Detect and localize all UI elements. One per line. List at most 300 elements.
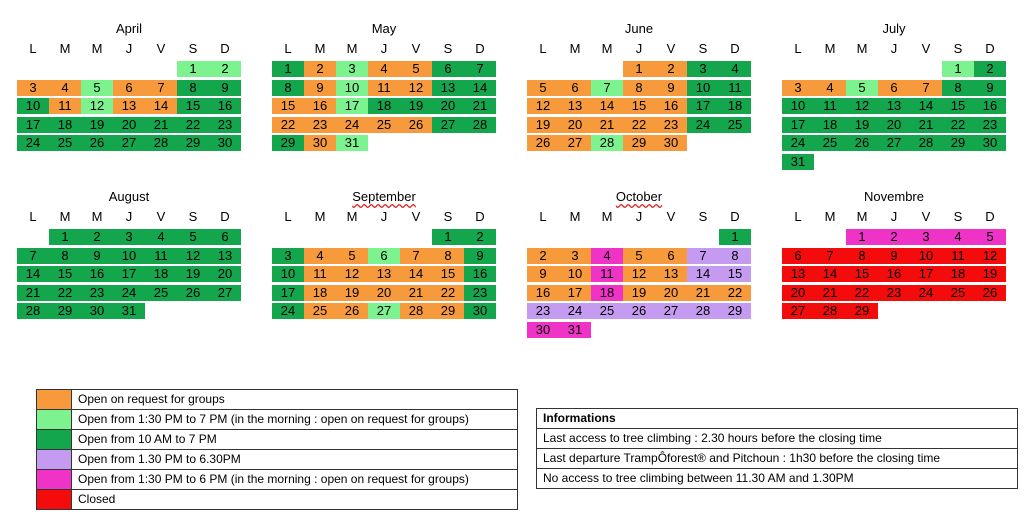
day-cell: 26: [623, 303, 655, 319]
day-cell: 2: [209, 61, 241, 77]
weekday-header: L: [29, 209, 37, 224]
day-cell: 20: [655, 285, 687, 301]
day-cell: 14: [400, 266, 432, 282]
weekday-header: S: [698, 41, 708, 56]
day-cell: 21: [464, 98, 496, 114]
weekday-header: L: [284, 209, 292, 224]
weekday-header: M: [824, 41, 836, 56]
day-cell: 6: [878, 80, 910, 96]
day-cell: 3: [559, 248, 591, 264]
day-cell: 8: [432, 248, 464, 264]
day-cell: 13: [113, 98, 145, 114]
day-cell: 17: [336, 98, 368, 114]
day-cell: 18: [368, 98, 400, 114]
day-cell: 27: [432, 117, 464, 133]
day-cell: 14: [17, 266, 49, 282]
weekday-header: J: [890, 209, 898, 224]
day-cell: 20: [209, 266, 241, 282]
weekday-header: S: [953, 209, 963, 224]
day-cell: 27: [878, 135, 910, 151]
weekday-header: V: [666, 41, 676, 56]
weekday-header: L: [539, 41, 547, 56]
day-cell: 28: [145, 135, 177, 151]
day-cell: 12: [81, 98, 113, 114]
legend-row: [37, 450, 517, 470]
day-cell: 27: [113, 135, 145, 151]
weekday-header: M: [314, 41, 326, 56]
day-cell: 15: [623, 98, 655, 114]
day-cell: 16: [209, 98, 241, 114]
day-cell: 17: [910, 266, 942, 282]
legend-row: [37, 470, 517, 490]
day-cell: 8: [177, 80, 209, 96]
day-cell: 12: [400, 80, 432, 96]
day-cell: 20: [878, 117, 910, 133]
day-cell: 11: [942, 248, 974, 264]
weekday-header: L: [284, 41, 292, 56]
day-cell: 7: [400, 248, 432, 264]
day-cell: 28: [17, 303, 49, 319]
day-cell: 6: [782, 248, 814, 264]
day-cell: 4: [814, 80, 846, 96]
day-cell: 31: [113, 303, 145, 319]
day-cell: 29: [942, 135, 974, 151]
weekday-header: M: [569, 209, 581, 224]
day-cell: 4: [942, 229, 974, 245]
day-cell: 20: [432, 98, 464, 114]
day-cell: 29: [177, 135, 209, 151]
day-cell: 3: [336, 61, 368, 77]
day-cell: 13: [782, 266, 814, 282]
day-cell: 24: [910, 285, 942, 301]
day-cell: 26: [527, 135, 559, 151]
day-cell: 2: [878, 229, 910, 245]
day-cell: 16: [81, 266, 113, 282]
day-cell: 1: [942, 61, 974, 77]
day-cell: 17: [272, 285, 304, 301]
day-cell: 26: [400, 117, 432, 133]
weekday-header: S: [443, 209, 453, 224]
day-cell: 25: [591, 303, 623, 319]
month-title: July: [882, 21, 906, 36]
day-cell: 18: [719, 98, 751, 114]
month-title: April: [115, 21, 142, 36]
day-cell: 26: [81, 135, 113, 151]
day-cell: 4: [145, 229, 177, 245]
day-cell: 19: [400, 98, 432, 114]
weekday-header: V: [921, 209, 931, 224]
day-cell: 1: [432, 229, 464, 245]
day-cell: 27: [559, 135, 591, 151]
day-cell: 10: [687, 80, 719, 96]
day-cell: 17: [17, 117, 49, 133]
legend-swatch-orange: [37, 390, 72, 409]
day-cell: 20: [559, 117, 591, 133]
day-cell: 30: [304, 135, 336, 151]
weekday-header: D: [475, 209, 485, 224]
day-cell: 25: [368, 117, 400, 133]
day-cell: 26: [177, 285, 209, 301]
weekday-header: M: [569, 41, 581, 56]
day-cell: 11: [145, 248, 177, 264]
weekday-header: D: [985, 41, 995, 56]
weekday-header: J: [890, 41, 898, 56]
day-cell: 6: [209, 229, 241, 245]
day-cell: 22: [432, 285, 464, 301]
day-cell: 2: [464, 229, 496, 245]
day-cell: 25: [304, 303, 336, 319]
day-cell: 15: [719, 266, 751, 282]
day-cell: 5: [623, 248, 655, 264]
day-cell: 11: [49, 98, 81, 114]
day-cell: 29: [432, 303, 464, 319]
weekday-header: D: [220, 209, 230, 224]
day-cell: 12: [623, 266, 655, 282]
day-cell: 3: [910, 229, 942, 245]
day-cell: 19: [177, 266, 209, 282]
day-cell: 22: [49, 285, 81, 301]
day-cell: 11: [368, 80, 400, 96]
weekday-header: S: [188, 209, 198, 224]
day-cell: 9: [655, 80, 687, 96]
day-cell: 20: [368, 285, 400, 301]
day-cell: 16: [527, 285, 559, 301]
day-cell: 22: [719, 285, 751, 301]
day-cell: 4: [719, 61, 751, 77]
day-cell: 6: [655, 248, 687, 264]
legend-label: Open from 1:30 PM to 6 PM (in the morning : open on request for groups): [78, 472, 469, 486]
day-cell: 3: [782, 80, 814, 96]
day-cell: 1: [272, 61, 304, 77]
day-cell: 31: [336, 135, 368, 151]
day-cell: 30: [81, 303, 113, 319]
month-title: June: [624, 21, 654, 36]
day-cell: 29: [719, 303, 751, 319]
day-cell: 9: [209, 80, 241, 96]
day-cell: 3: [17, 80, 49, 96]
month-title: September: [352, 189, 416, 204]
day-cell: 10: [910, 248, 942, 264]
day-cell: 13: [432, 80, 464, 96]
day-cell: 5: [336, 248, 368, 264]
weekday-header: S: [953, 41, 963, 56]
day-cell: 23: [527, 303, 559, 319]
day-cell: 31: [782, 154, 814, 170]
month-title: May: [371, 21, 397, 36]
day-cell: 1: [719, 229, 751, 245]
day-cell: 2: [81, 229, 113, 245]
weekday-header: V: [666, 209, 676, 224]
day-cell: 26: [336, 303, 368, 319]
day-cell: 23: [81, 285, 113, 301]
day-cell: 10: [113, 248, 145, 264]
month-title: October: [615, 189, 663, 204]
weekday-header: L: [539, 209, 547, 224]
day-cell: 1: [177, 61, 209, 77]
day-cell: 8: [846, 248, 878, 264]
day-cell: 8: [49, 248, 81, 264]
day-cell: 11: [304, 266, 336, 282]
day-cell: 23: [209, 117, 241, 133]
day-cell: 15: [177, 98, 209, 114]
day-cell: 24: [782, 135, 814, 151]
day-cell: 15: [49, 266, 81, 282]
weekday-header: M: [346, 41, 358, 56]
day-cell: 14: [464, 80, 496, 96]
legend-row: [37, 410, 517, 430]
day-cell: 16: [878, 266, 910, 282]
day-cell: 2: [527, 248, 559, 264]
day-cell: 5: [974, 229, 1006, 245]
day-cell: 9: [878, 248, 910, 264]
weekday-header: V: [156, 41, 166, 56]
day-cell: 9: [974, 80, 1006, 96]
day-cell: 2: [655, 61, 687, 77]
day-cell: 15: [272, 98, 304, 114]
day-cell: 10: [17, 98, 49, 114]
day-cell: 5: [81, 80, 113, 96]
weekday-header: L: [29, 41, 37, 56]
day-cell: 9: [527, 266, 559, 282]
day-cell: 12: [846, 98, 878, 114]
day-cell: 4: [49, 80, 81, 96]
day-cell: 18: [591, 285, 623, 301]
weekday-header: M: [91, 41, 103, 56]
day-cell: 19: [623, 285, 655, 301]
legend-label: Closed: [78, 492, 116, 506]
day-cell: 21: [814, 285, 846, 301]
day-cell: 6: [368, 248, 400, 264]
day-cell: 13: [368, 266, 400, 282]
weekday-header: M: [601, 41, 613, 56]
day-cell: 11: [591, 266, 623, 282]
day-cell: 5: [177, 229, 209, 245]
weekday-header: M: [856, 209, 868, 224]
weekday-header: D: [730, 209, 740, 224]
day-cell: 7: [145, 80, 177, 96]
weekday-header: V: [411, 41, 421, 56]
day-cell: 29: [49, 303, 81, 319]
day-cell: 10: [559, 266, 591, 282]
day-cell: 3: [113, 229, 145, 245]
day-cell: 24: [559, 303, 591, 319]
day-cell: 2: [974, 61, 1006, 77]
info-line: No access to tree climbing between 11.30 AM and 1.30PM: [537, 469, 1017, 489]
info-table: [536, 408, 1018, 489]
legend-swatch-magenta: [37, 470, 72, 489]
day-cell: 16: [464, 266, 496, 282]
day-cell: 27: [782, 303, 814, 319]
info-line: Last departure TrampÔforest® and Pitchoun : 1h30 before the closing time: [537, 449, 1017, 469]
weekday-header: M: [346, 209, 358, 224]
day-cell: 25: [942, 285, 974, 301]
weekday-header: D: [985, 209, 995, 224]
weekday-header: J: [380, 209, 388, 224]
day-cell: 23: [655, 117, 687, 133]
day-cell: 18: [942, 266, 974, 282]
day-cell: 16: [655, 98, 687, 114]
day-cell: 4: [368, 61, 400, 77]
weekday-header: J: [635, 209, 643, 224]
legend-row: [37, 430, 517, 450]
day-cell: 14: [591, 98, 623, 114]
day-cell: 25: [719, 117, 751, 133]
day-cell: 30: [527, 322, 559, 338]
weekday-header: M: [824, 209, 836, 224]
month-title: August: [108, 189, 150, 204]
day-cell: 13: [878, 98, 910, 114]
day-cell: 23: [974, 117, 1006, 133]
day-cell: 7: [910, 80, 942, 96]
weekday-header: V: [156, 209, 166, 224]
legend-label: Open on request for groups: [78, 392, 225, 406]
day-cell: 28: [464, 117, 496, 133]
weekday-header: L: [794, 41, 802, 56]
day-cell: 27: [368, 303, 400, 319]
legend-label: Open from 10 AM to 7 PM: [78, 432, 217, 446]
info-title: Informations: [537, 409, 1017, 429]
day-cell: 5: [400, 61, 432, 77]
day-cell: 21: [17, 285, 49, 301]
day-cell: 12: [974, 248, 1006, 264]
day-cell: 28: [910, 135, 942, 151]
day-cell: 7: [17, 248, 49, 264]
day-cell: 9: [81, 248, 113, 264]
day-cell: 28: [687, 303, 719, 319]
weekday-header: J: [635, 41, 643, 56]
day-cell: 1: [49, 229, 81, 245]
day-cell: 16: [304, 98, 336, 114]
day-cell: 21: [910, 117, 942, 133]
day-cell: 27: [209, 285, 241, 301]
day-cell: 12: [527, 98, 559, 114]
day-cell: 3: [272, 248, 304, 264]
day-cell: 9: [464, 248, 496, 264]
legend-row: [37, 390, 517, 410]
day-cell: 22: [942, 117, 974, 133]
day-cell: 8: [719, 248, 751, 264]
day-cell: 17: [687, 98, 719, 114]
day-cell: 20: [113, 117, 145, 133]
day-cell: 19: [974, 266, 1006, 282]
legend-table: [36, 389, 518, 510]
day-cell: 31: [559, 322, 591, 338]
day-cell: 30: [464, 303, 496, 319]
day-cell: 10: [782, 98, 814, 114]
weekday-header: S: [698, 209, 708, 224]
legend-swatch-purple: [37, 450, 72, 469]
day-cell: 14: [145, 98, 177, 114]
day-cell: 5: [846, 80, 878, 96]
legend-swatch-light-green: [37, 410, 72, 429]
legend-label: Open from 1:30 PM to 7 PM (in the morning : open on request for groups): [78, 412, 469, 426]
day-cell: 16: [974, 98, 1006, 114]
day-cell: 9: [304, 80, 336, 96]
day-cell: 13: [559, 98, 591, 114]
day-cell: 11: [814, 98, 846, 114]
day-cell: 30: [209, 135, 241, 151]
day-cell: 1: [623, 61, 655, 77]
weekday-header: L: [794, 209, 802, 224]
weekday-header: V: [921, 41, 931, 56]
legend-swatch-red: [37, 490, 72, 509]
day-cell: 8: [942, 80, 974, 96]
weekday-header: M: [59, 41, 71, 56]
day-cell: 24: [272, 303, 304, 319]
day-cell: 19: [527, 117, 559, 133]
day-cell: 12: [336, 266, 368, 282]
weekday-header: M: [856, 41, 868, 56]
day-cell: 28: [814, 303, 846, 319]
day-cell: 6: [113, 80, 145, 96]
weekday-header: J: [125, 41, 133, 56]
day-cell: 14: [910, 98, 942, 114]
day-cell: 18: [145, 266, 177, 282]
day-cell: 29: [846, 303, 878, 319]
day-cell: 15: [432, 266, 464, 282]
day-cell: 23: [304, 117, 336, 133]
day-cell: 22: [846, 285, 878, 301]
day-cell: 14: [687, 266, 719, 282]
day-cell: 13: [209, 248, 241, 264]
day-cell: 15: [846, 266, 878, 282]
day-cell: 21: [400, 285, 432, 301]
weekday-header: D: [220, 41, 230, 56]
day-cell: 2: [304, 61, 336, 77]
day-cell: 5: [527, 80, 559, 96]
day-cell: 24: [336, 117, 368, 133]
weekday-header: M: [59, 209, 71, 224]
weekday-header: D: [730, 41, 740, 56]
day-cell: 17: [113, 266, 145, 282]
day-cell: 8: [623, 80, 655, 96]
day-cell: 17: [782, 117, 814, 133]
day-cell: 4: [591, 248, 623, 264]
day-cell: 10: [272, 266, 304, 282]
day-cell: 12: [177, 248, 209, 264]
day-cell: 21: [591, 117, 623, 133]
day-cell: 18: [49, 117, 81, 133]
day-cell: 15: [942, 98, 974, 114]
day-cell: 24: [113, 285, 145, 301]
day-cell: 21: [687, 285, 719, 301]
day-cell: 13: [655, 266, 687, 282]
day-cell: 22: [272, 117, 304, 133]
day-cell: 24: [687, 117, 719, 133]
day-cell: 29: [272, 135, 304, 151]
day-cell: 8: [272, 80, 304, 96]
day-cell: 23: [878, 285, 910, 301]
day-cell: 27: [655, 303, 687, 319]
day-cell: 29: [623, 135, 655, 151]
weekday-header: S: [443, 41, 453, 56]
day-cell: 21: [145, 117, 177, 133]
day-cell: 26: [846, 135, 878, 151]
day-cell: 7: [814, 248, 846, 264]
day-cell: 19: [81, 117, 113, 133]
weekday-header: D: [475, 41, 485, 56]
day-cell: 22: [623, 117, 655, 133]
day-cell: 28: [400, 303, 432, 319]
month-title: Novembre: [864, 189, 924, 204]
day-cell: 19: [336, 285, 368, 301]
day-cell: 6: [432, 61, 464, 77]
weekday-header: J: [380, 41, 388, 56]
day-cell: 18: [814, 117, 846, 133]
day-cell: 14: [814, 266, 846, 282]
day-cell: 26: [974, 285, 1006, 301]
day-cell: 7: [464, 61, 496, 77]
